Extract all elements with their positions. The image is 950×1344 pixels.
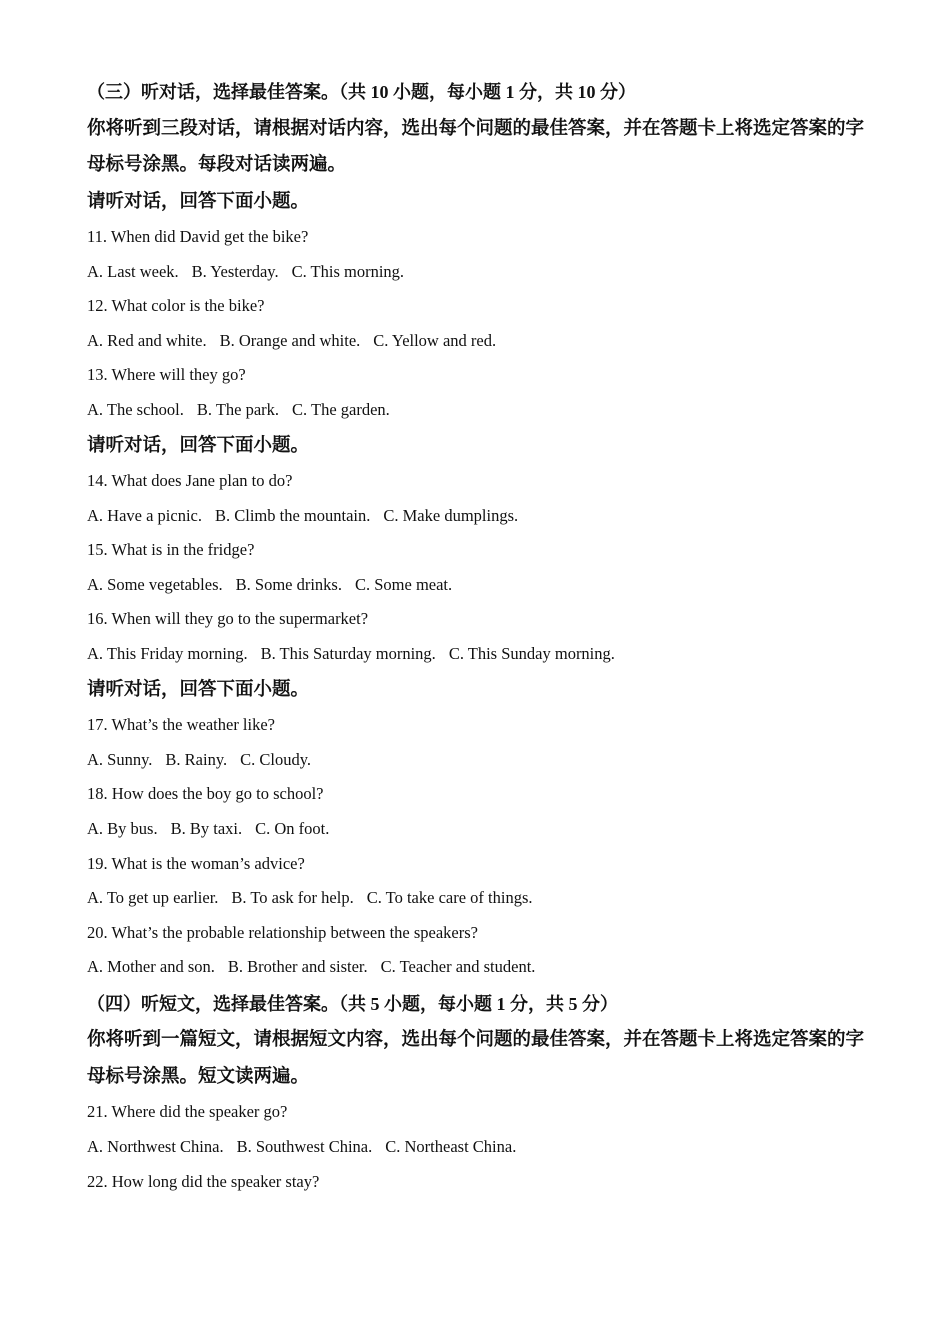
question-20: 20. What’s the probable relationship between the speakers? [87,922,478,942]
option-c: C. The garden. [292,399,390,419]
option-b: B. Southwest China. [236,1136,373,1156]
question-11-options [87,255,867,290]
group-3-prompt: 请听对话，回答下面小题。 [87,679,310,700]
question-18-options [87,812,867,847]
section-3-instruction: 你将听到三段对话，请根据对话内容，选出每个问题的最佳答案，并在答题卡上将选定答案的字母标号涂黑。每段对话读两遍。 [87,118,865,175]
question-19-options [87,881,867,916]
option-a: A. Have a picnic. [87,505,202,525]
option-c: C. Some meat. [354,574,453,594]
question-16: 16. When will they go to the supermarket? [87,609,369,629]
option-c: C. Teacher and student. [380,957,536,977]
option-b: B. This Saturday morning. [260,644,436,664]
option-c: C. Make dumplings. [383,505,519,525]
question-19: 19. What is the woman’s advice? [87,853,305,873]
section-4-instruction: 你将听到一篇短文，请根据短文内容，选出每个问题的最佳答案，并在答题卡上将选定答案的字母标号涂黑。短文读两遍。 [87,1030,865,1087]
question-14: 14. What does Jane plan to do? [87,471,293,491]
option-c: C. Yellow and red. [373,330,497,350]
option-b: B. Some drinks. [235,574,342,594]
group-1-prompt: 请听对话，回答下面小题。 [87,191,310,212]
group-2-prompt: 请听对话，回答下面小题。 [87,435,310,456]
question-13-options [87,393,867,428]
question-12: 12. What color is the bike? [87,296,265,316]
option-b: B. Rainy. [165,749,228,769]
option-b: B. By taxi. [170,818,243,838]
option-a: A. To get up earlier. [87,888,219,908]
question-21-options [87,1130,867,1165]
option-a: A. Red and white. [87,330,207,350]
question-13: 13. Where will they go? [87,365,246,385]
option-b: B. Orange and white. [219,330,361,350]
question-17: 17. What’s the weather like? [87,715,276,735]
option-a: A. Northwest China. [87,1136,224,1156]
option-c: C. On foot. [255,818,330,838]
question-21: 21. Where did the speaker go? [87,1102,288,1122]
option-a: A. Sunny. [87,749,153,769]
question-15-options [87,568,867,603]
question-16-options [87,637,867,672]
option-c: C. To take care of things. [366,888,533,908]
option-b: B. To ask for help. [231,888,354,908]
option-b: B. Yesterday. [191,261,279,281]
section-3-heading: （三）听对话，选择最佳答案。（共 10 小题，每小题 1 分，共 10 分） [87,82,636,102]
option-b: B. Brother and sister. [227,957,368,977]
question-18: 18. How does the boy go to school? [87,784,324,804]
question-14-options [87,499,867,534]
option-c: C. Northeast China. [385,1136,517,1156]
exam-page [87,74,867,1199]
option-c: C. This Sunday morning. [448,644,615,664]
question-20-options [87,950,867,985]
option-a: A. The school. [87,399,184,419]
option-a: A. Mother and son. [87,957,215,977]
option-b: B. Climb the mountain. [215,505,371,525]
question-12-options [87,324,867,359]
option-c: C. This morning. [291,261,405,281]
option-a: A. Some vegetables. [87,574,223,594]
option-a: A. This Friday morning. [87,644,248,664]
option-a: A. Last week. [87,261,179,281]
section-4-heading: （四）听短文，选择最佳答案。（共 5 小题，每小题 1 分，共 5 分） [87,993,618,1014]
question-11: 11. When did David get the bike? [87,227,309,246]
option-c: C. Cloudy. [240,749,312,769]
option-b: B. The park. [196,399,280,419]
question-22: 22. How long did the speaker stay? [87,1171,320,1191]
option-a: A. By bus. [87,818,158,838]
question-15: 15. What is in the fridge? [87,540,255,560]
question-17-options [87,743,867,778]
